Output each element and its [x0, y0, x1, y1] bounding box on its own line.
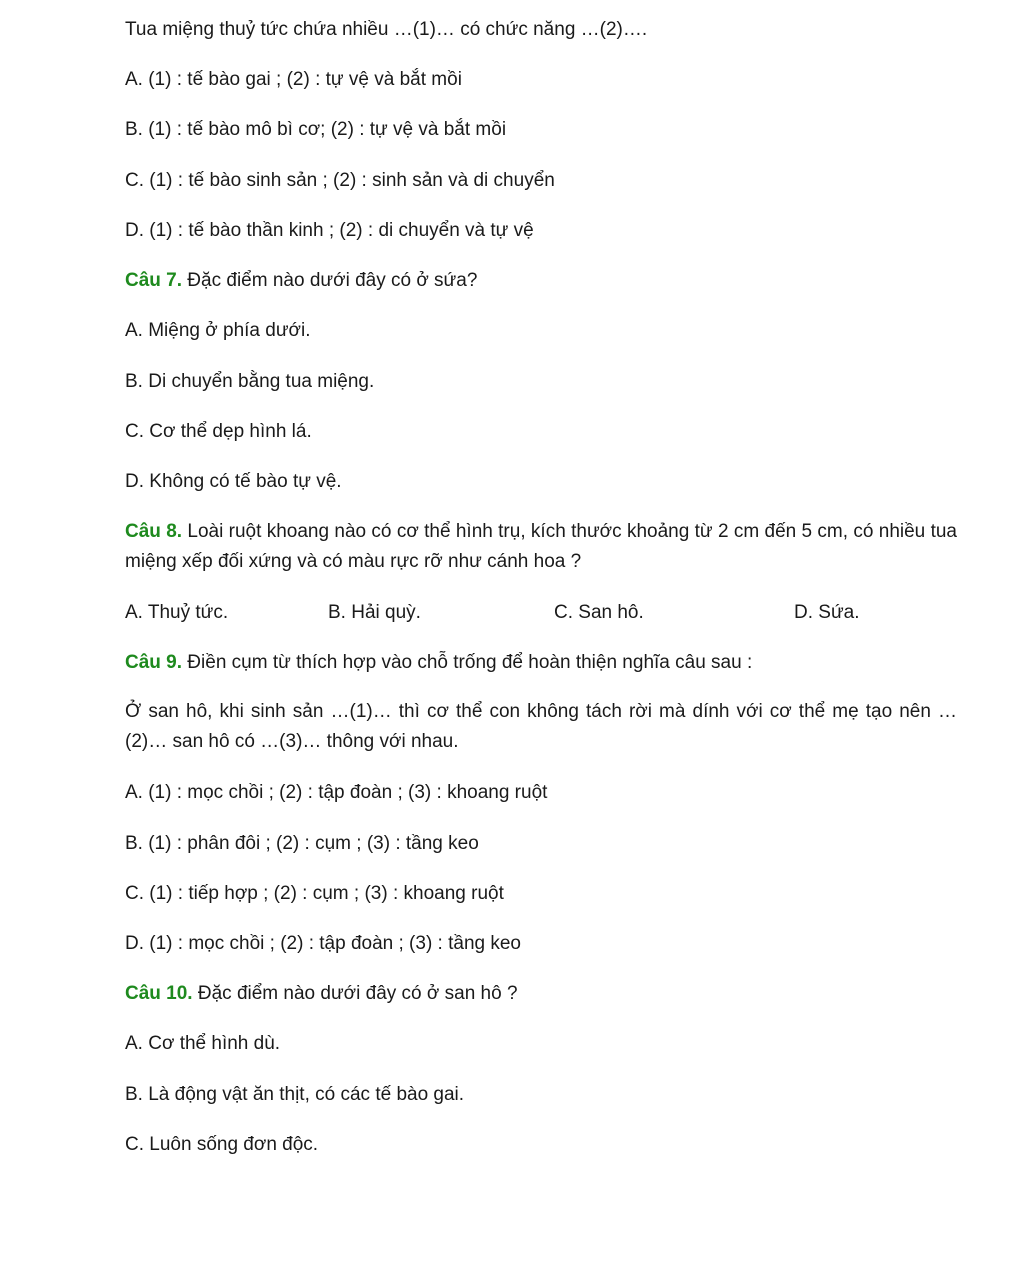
- q8-label: Câu 8.: [125, 521, 183, 542]
- q10-label: Câu 10.: [125, 983, 193, 1004]
- q9-heading: [125, 651, 752, 675]
- q6-option-b: B. (1) : tế bào mô bì cơ; (2) : tự vệ và bắt mồi: [125, 119, 507, 140]
- q6-option-c: C. (1) : tế bào sinh sản ; (2) : sinh sản và di chuyển: [125, 170, 555, 191]
- q9-option-d: D. (1) : mọc chồi ; (2) : tập đoàn ; (3) : tầng keo: [125, 933, 522, 954]
- q8-option-d: D. Sứa.: [794, 602, 860, 623]
- q7-heading: [125, 269, 477, 293]
- q9-passage: Ở san hô, khi sinh sản …(1)… thì cơ thể con không tách rời mà dính với cơ thể mẹ tạo nên …(2)… san hô có …(3)… thông với nhau.: [125, 701, 957, 752]
- q10-option-c: C. Luôn sống đơn độc.: [125, 1134, 319, 1155]
- q6-stem: Tua miệng thuỷ tức chứa nhiều …(1)… có chức năng …(2)….: [125, 19, 648, 40]
- q10-text: Đặc điểm nào dưới đây có ở san hô ?: [192, 983, 518, 1004]
- q10-option-b: B. Là động vật ăn thịt, có các tế bào gai.: [125, 1084, 465, 1105]
- q10-option-a: A. Cơ thể hình dù.: [125, 1033, 281, 1054]
- q8-text: Loài ruột khoang nào có cơ thể hình trụ, kích thước khoảng từ 2 cm đến 5 cm, có nhiều tua miệng xếp đối xứng và có màu rực rỡ như cánh hoa ?: [125, 521, 957, 572]
- q10-heading: [125, 982, 518, 1006]
- q9-option-a: A. (1) : mọc chồi ; (2) : tập đoàn ; (3) : khoang ruột: [125, 782, 548, 803]
- q7-option-a: A. Miệng ở phía dưới.: [125, 320, 311, 341]
- q9-label: Câu 9.: [125, 652, 183, 673]
- q7-option-b: B. Di chuyển bằng tua miệng.: [125, 371, 375, 392]
- q6-option-d: D. (1) : tế bào thần kinh ; (2) : di chuyển và tự vệ: [125, 220, 534, 241]
- q6-option-a: A. (1) : tế bào gai ; (2) : tự vệ và bắt mồi: [125, 69, 462, 90]
- q9-option-b: B. (1) : phân đôi ; (2) : cụm ; (3) : tầng keo: [125, 833, 479, 854]
- q9-option-c: C. (1) : tiếp hợp ; (2) : cụm ; (3) : khoang ruột: [125, 883, 504, 904]
- q7-label: Câu 7.: [125, 270, 183, 291]
- q7-option-c: C. Cơ thể dẹp hình lá.: [125, 421, 312, 442]
- q8-heading: [125, 517, 957, 577]
- q8-option-c: C. San hô.: [554, 602, 644, 623]
- q8-option-a: A. Thuỷ tức.: [125, 602, 229, 623]
- q8-option-b: B. Hải quỳ.: [328, 602, 421, 623]
- q7-option-d: D. Không có tế bào tự vệ.: [125, 471, 342, 492]
- q7-text: Đặc điểm nào dưới đây có ở sứa?: [182, 270, 478, 291]
- q9-text: Điền cụm từ thích hợp vào chỗ trống để hoàn thiện nghĩa câu sau :: [182, 652, 753, 673]
